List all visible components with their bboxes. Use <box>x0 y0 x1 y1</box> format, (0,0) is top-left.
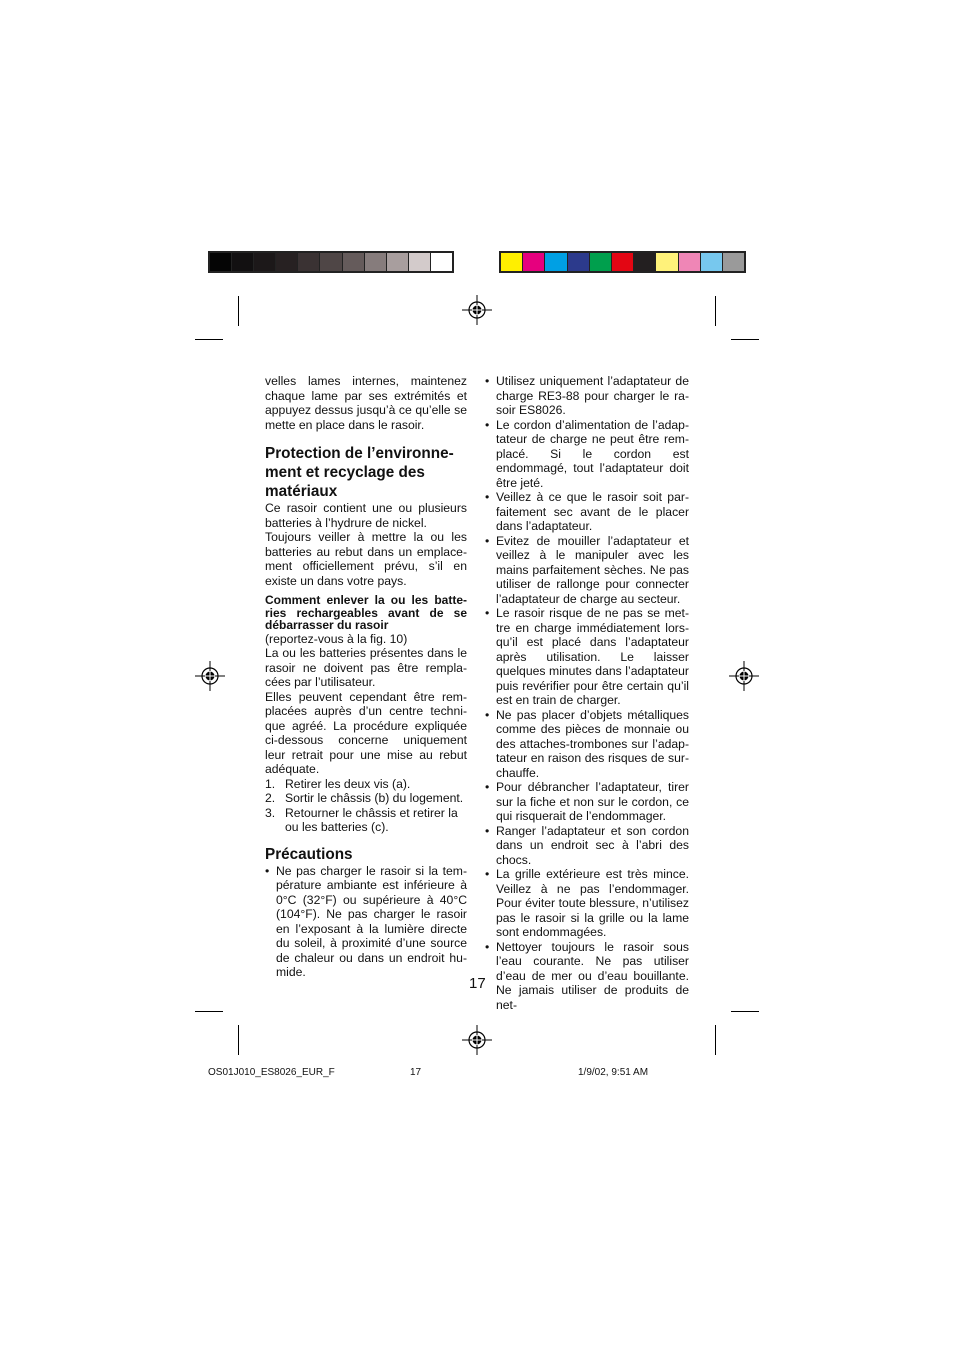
crop-mark <box>238 1025 239 1055</box>
gray-swatch <box>210 253 231 271</box>
crop-mark <box>731 339 759 340</box>
paragraph: Toujours veiller à mettre la ou les batteries au rebut dans un emplacement officiellement prévu, s’il en existe un dans votre pays. <box>265 530 467 588</box>
list-item: • Ne pas charger le rasoir si la température ambiante est inférieure à 0°C (32°F) ou supérieure à 40°C (104°F). Ne pas charger le rasoir en l’exposant à la lumière directe du soleil, à proximité d’une source de chaleur ou dans un endroit humide. <box>265 864 467 980</box>
gray-swatch <box>409 253 430 271</box>
color-swatch <box>523 253 544 271</box>
gray-swatch <box>254 253 275 271</box>
crop-mark <box>238 296 239 326</box>
gray-swatch <box>298 253 319 271</box>
registration-mark-icon <box>195 661 225 691</box>
precautions-list-continued <box>485 374 689 1012</box>
crop-mark <box>731 1011 759 1012</box>
color-swatch <box>545 253 566 271</box>
left-column <box>265 374 467 980</box>
list-item: • La grille extérieure est très mince. Veillez à ne pas l’endommager. Pour éviter toute blessure, n’utilisez pas le rasoir si la grille ou la lame sont endommagées. <box>485 867 689 940</box>
list-item: • Le rasoir risque de ne pas se mettre en charge immédiatement lorsqu’il est placé dans l’adaptateur après utilisation. Le laisser quelques minutes dans l’adaptateur puis revérifier pour être certain qu’il est en train de charger. <box>485 606 689 708</box>
list-item: • Veillez à ce que le rasoir soit parfaitement sec avant de le placer dans l’adaptateur. <box>485 490 689 534</box>
list-item: • Utilisez uniquement l’adaptateur de charge RE3-88 pour charger le rasoir ES8026. <box>485 374 689 418</box>
footer-date: 1/9/02, 9:51 AM <box>578 1067 649 1078</box>
list-item: 3. Retourner le châssis et retirer la ou les batteries (c). <box>265 805 458 834</box>
section-heading-precautions: Précautions <box>265 845 353 863</box>
grayscale-calibration-strip <box>208 251 454 273</box>
gray-swatch <box>431 253 452 271</box>
gray-swatch <box>365 253 386 271</box>
footer-page: 17 <box>410 1067 422 1078</box>
gray-swatch <box>232 253 253 271</box>
color-swatch <box>501 253 522 271</box>
gray-swatch <box>320 253 341 271</box>
color-swatch <box>634 253 655 271</box>
list-item: 2. Sortir le châssis (b) du logement. <box>265 791 464 805</box>
crop-mark <box>195 1011 223 1012</box>
list-item: • Evitez de mouiller l’adaptateur et veillez à le manipuler avec les mains parfaitement sèches. Ne pas utiliser de rallonge pour connecter l’adaptateur de charge au secteur. <box>485 534 689 607</box>
gray-swatch <box>387 253 408 271</box>
right-column <box>485 374 689 1012</box>
steps-list <box>265 777 467 835</box>
list-item: • Nettoyer toujours le rasoir sous l’eau courante. Ne pas utiliser d’eau de mer ou d’eau bouillante. Ne jamais utiliser de produits de net- <box>485 940 689 1013</box>
color-swatch <box>612 253 633 271</box>
section-heading-environment: Protection de l’environnement et recyclage des matériaux <box>265 445 454 500</box>
gray-swatch <box>343 253 364 271</box>
list-item: • Ranger l’adaptateur et son cordon dans un endroit sec à l’abri des chocs. <box>485 824 689 868</box>
registration-mark-icon <box>462 295 492 325</box>
color-swatch <box>590 253 611 271</box>
list-item: • Pour débrancher l’adaptateur, tirer sur la fiche et non sur le cordon, ce qui risquerait de l’endommager. <box>485 780 689 824</box>
paragraph: La ou les batteries présentes dans le rasoir ne doivent pas être remplacées par l’utilisateur. <box>265 646 467 689</box>
precautions-list <box>265 864 467 980</box>
list-item: 1. Retirer les deux vis (a). <box>265 776 411 791</box>
color-swatch <box>723 253 744 271</box>
paragraph: Ce rasoir contient une ou plusieurs batteries à l’hydrure de nickel. <box>265 501 467 530</box>
subheading-battery-removal: Comment enlever la ou les batteries rechargeables avant de se débarrasser du rasoir <box>265 593 467 632</box>
paragraph: Elles peuvent cependant être remplacées auprès d’un centre technique agréé. La procédure expliquée ci-dessous concerne uniquement leur retrait pour une mise au rebut adéquate. <box>265 689 467 776</box>
registration-mark-icon <box>462 1025 492 1055</box>
gray-swatch <box>276 253 297 271</box>
page-number: 17 <box>469 975 486 992</box>
crop-mark <box>195 339 223 340</box>
list-item: • Ne pas placer d’objets métalliques comme des pièces de monnaie ou des attaches-trombones sur l’adaptateur en raison des risques de surchauffe. <box>485 708 689 781</box>
intro-paragraph: velles lames internes, maintenez chaque lame par ses extrémités et appuyez dessus jusqu’à ce qu’elle se mette en place dans le rasoir. <box>265 374 467 432</box>
color-swatch <box>701 253 722 271</box>
list-item: • Le cordon d’alimentation de l’adaptateur de charge ne peut être remplacé. Si le cordon est endommagé, tout l’adaptateur doit être jeté. <box>485 418 689 491</box>
crop-mark <box>715 1025 716 1055</box>
color-swatch <box>568 253 589 271</box>
footer-filename: OS01J010_ES8026_EUR_F <box>208 1067 335 1078</box>
color-swatch <box>679 253 700 271</box>
crop-mark <box>715 296 716 326</box>
color-swatch <box>656 253 677 271</box>
paragraph: (reportez-vous à la fig. 10) <box>265 631 408 646</box>
registration-mark-icon <box>729 661 759 691</box>
color-calibration-strip <box>499 251 746 273</box>
